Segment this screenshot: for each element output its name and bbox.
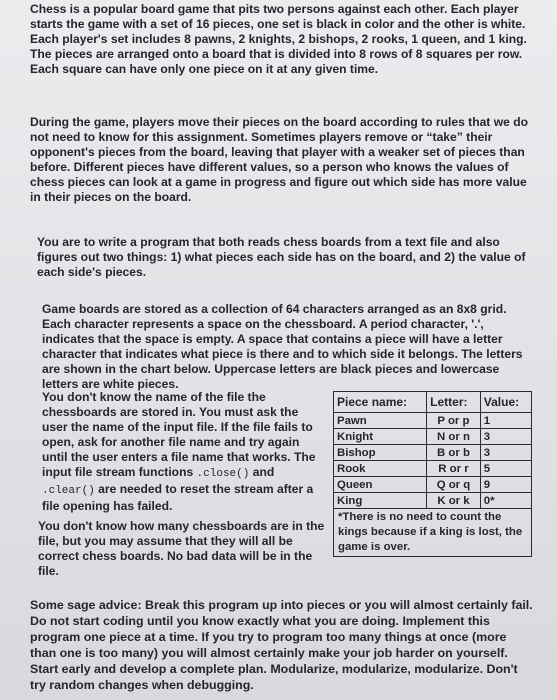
- piece-name: Bishop: [334, 445, 427, 461]
- table-row: [334, 461, 532, 477]
- table-row: [334, 445, 532, 461]
- piece-name: Knight: [334, 429, 427, 445]
- header-piece-name: Piece name:: [334, 392, 427, 413]
- file-input-text-2: are needed to reset the stream after a file opening has failed.: [42, 482, 314, 513]
- piece-value: 5: [480, 461, 531, 477]
- piece-table-header: [334, 392, 532, 413]
- piece-name: Rook: [334, 461, 427, 477]
- piece-name: King: [334, 493, 427, 509]
- clear-function-code: .clear(): [42, 485, 95, 497]
- table-row: [334, 413, 532, 429]
- piece-value: 9: [480, 477, 531, 493]
- intro-paragraph: Chess is a popular board game that pits two persons against each other. Each player starts the game with a set of 16 pieces, one set is black in color and the other is white. Each player's set includes 8 pawns, 2 knights, 2 bishops, 2 rooks, 1 queen, and 1 king. The pieces are arranged onto a board that is divided into 8 rows of 8 squares per row. Each square can have only one piece on it at any given time.: [30, 2, 527, 76]
- table-footnote-row: [334, 509, 532, 557]
- piece-value: 3: [480, 445, 531, 461]
- header-value: Value:: [480, 392, 531, 413]
- file-input-text-1: You don't know the name of the file the chessboards are stored in. You must ask the user the name of the input file. If the file fails to open, ask for another file name and try again until the user enters a file name that works. The input file stream functions: [42, 390, 316, 479]
- piece-letter: K or k: [427, 493, 481, 509]
- table-row: [334, 429, 532, 445]
- advice-paragraph: [30, 597, 535, 693]
- table-row: [334, 493, 532, 509]
- piece-letter: R or r: [427, 461, 481, 477]
- file-input-and: and: [249, 465, 275, 479]
- board-count-paragraph: You don't know how many chessboards are in the file, but you may assume that they will all be correct chess boards. No bad data will be in the file.: [38, 519, 325, 578]
- assignment-paragraph: You are to write a program that both reads chess boards from a text file and also figures out two things: 1) what pieces each side has on the board, and 2) the value of each side's pieces.: [37, 235, 526, 279]
- king-footnote: *There is no need to count the kings because if a king is lost, the game is over.: [334, 509, 532, 557]
- header-letter: Letter:: [427, 392, 481, 413]
- advice-text-1: Some sage advice: Break this program up into pieces or you will almost certainly fail. Do not start coding until you know exactly what you are doing. Implement this program one piece at a time. If you try to program too many things at once (more than one is too many) you will almost certainly make your job harder on yourself. Start early and develop a complete plan.: [30, 598, 533, 676]
- gameplay-paragraph: During the game, players move their pieces on the board according to rules that we do not need to know for this assignment. Sometimes players remove or “take” their opponent's pieces from the board, leaving that player with a weaker set of pieces than before. Different pieces have different values, so a person who knows the values of chess pieces can look at a game in progress and figure out which side has more value in their pieces on the board.: [30, 115, 528, 204]
- piece-letter: B or b: [427, 445, 481, 461]
- piece-letter: P or p: [427, 413, 481, 429]
- piece-name: Queen: [334, 477, 427, 493]
- close-function-code: .close(): [196, 468, 250, 480]
- file-input-paragraph: [42, 390, 327, 514]
- board-format-paragraph: Game boards are stored as a collection of 64 characters arranged as an 8x8 grid. Each character represents a space on the chessboard. A period character, '.', indicates that the space is empty. A space that contains a piece will have a letter character that indicates what piece is there and to which side it belongs. The letters are shown in the chart below. Uppercase letters are black pieces and lowercase letters are white pieces.: [42, 302, 523, 391]
- piece-letter: Q or q: [427, 477, 481, 493]
- advice-text-2: Don't try random changes when debugging.: [30, 662, 518, 692]
- piece-letter: N or n: [427, 429, 481, 445]
- piece-value: 0*: [480, 493, 531, 509]
- piece-value: 3: [480, 429, 531, 445]
- piece-value: 1: [480, 413, 531, 429]
- table-row: [334, 477, 532, 493]
- advice-emphasis: Modularize, modularize, modularize.: [270, 662, 484, 676]
- piece-name: Pawn: [334, 413, 427, 429]
- piece-table: [333, 391, 532, 557]
